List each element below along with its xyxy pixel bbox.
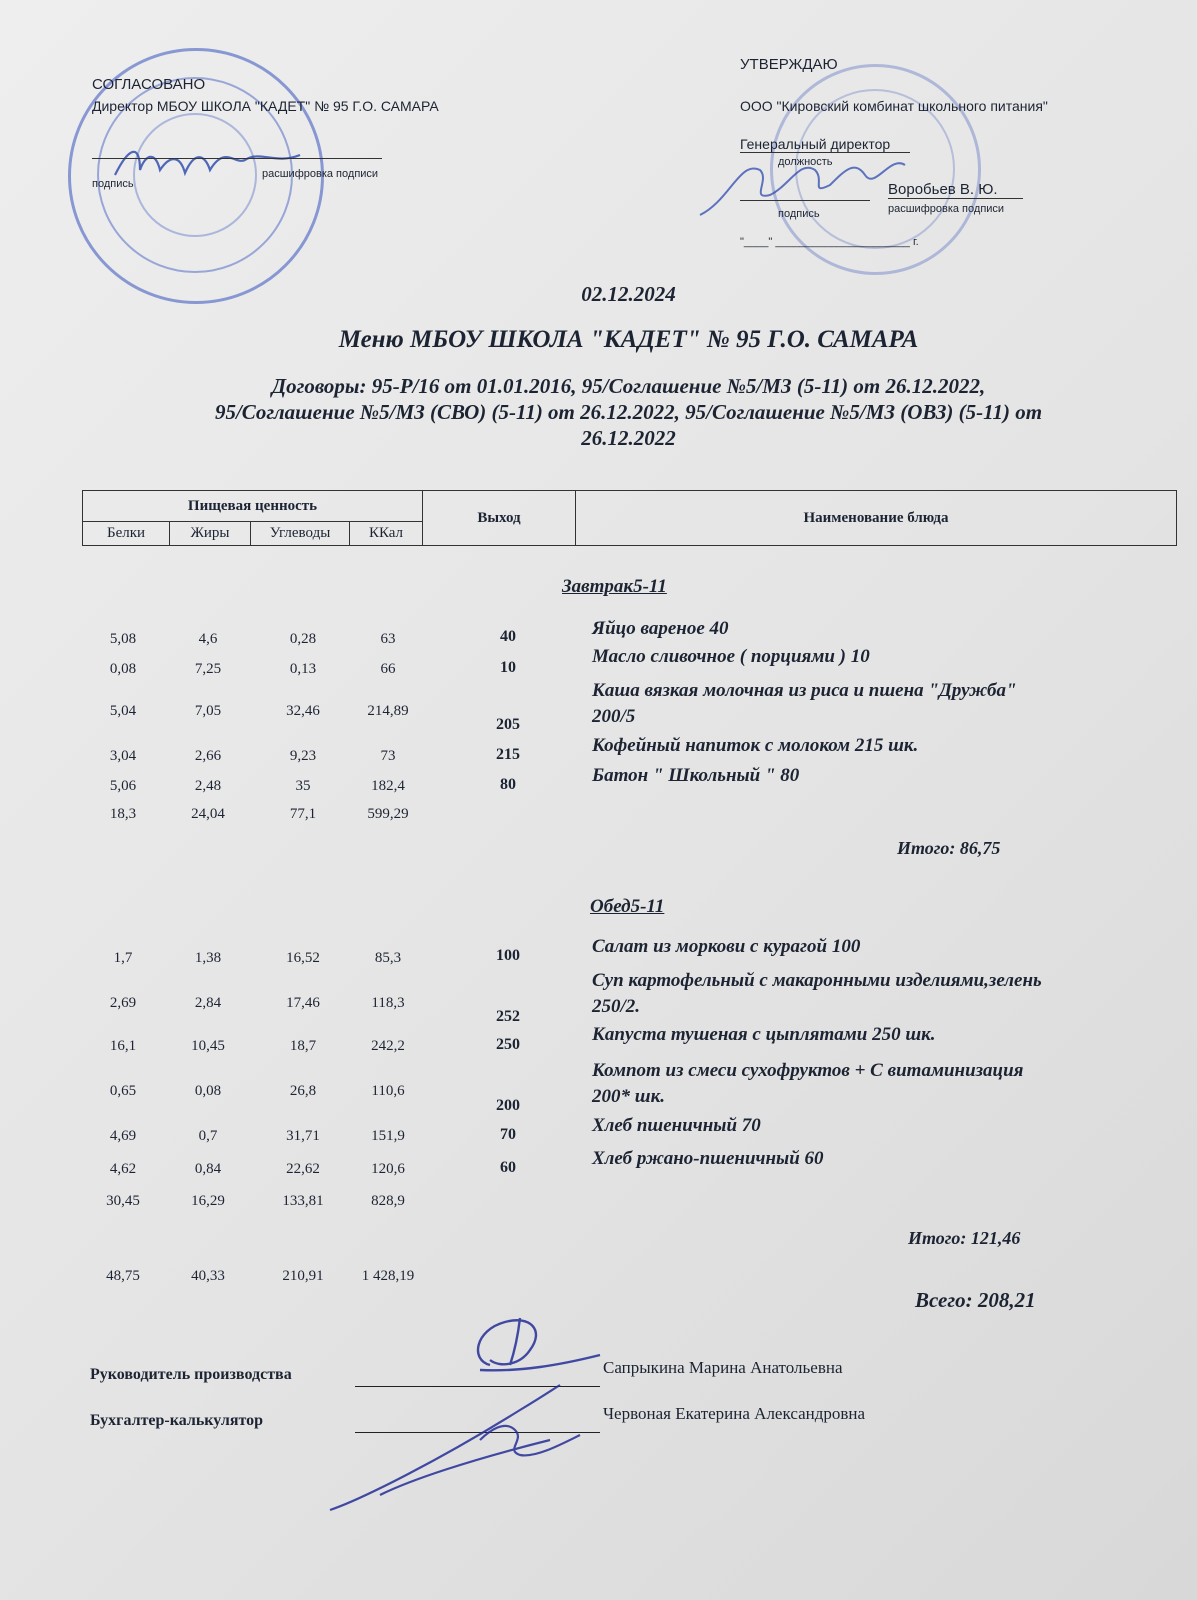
breakfast-output: 10 [500, 659, 516, 676]
breakfast-fat: 4,6 [198, 631, 218, 647]
header-protein: Белки [83, 522, 170, 546]
lunch-dish-name-line1: Суп картофельный с макаронными изделиями,зелень [592, 970, 1042, 991]
breakfast-sum-kcal: 599,29 [367, 806, 409, 822]
footer-role-production: Руководитель производства [90, 1366, 292, 1383]
breakfast-fat: 2,48 [194, 778, 222, 794]
breakfast-output: 215 [496, 746, 520, 763]
breakfast-sum-fat: 24,04 [191, 806, 225, 822]
breakfast-fat: 2,66 [194, 748, 222, 764]
approval-right-date-line: "____" ______________________ г. [740, 236, 919, 248]
breakfast-fat: 7,05 [194, 703, 222, 719]
lunch-protein: 4,62 [109, 1161, 137, 1177]
breakfast-dish-name [592, 644, 1152, 670]
lunch-fat: 2,84 [194, 995, 222, 1011]
header-carbs: Углеводы [251, 522, 350, 546]
breakfast-dish-name-line1: Масло сливочное ( порциями ) 10 [592, 646, 870, 667]
lunch-output: 252 [496, 1008, 520, 1025]
breakfast-carbs: 0,13 [289, 661, 317, 677]
contracts-line-1: Договоры: 95-Р/16 от 01.01.2016, 95/Соглашение №5/МЗ (5-11) от 26.12.2022, [271, 374, 986, 398]
breakfast-protein: 0,08 [109, 661, 137, 677]
breakfast-dish-name-line1: Каша вязкая молочная из риса и пшена "Дружба" [592, 680, 1017, 701]
lunch-fat: 0,7 [198, 1128, 218, 1144]
lunch-carbs: 26,8 [289, 1083, 317, 1099]
breakfast-carbs: 35 [295, 778, 311, 794]
approval-right-position-label: должность [778, 156, 833, 168]
lunch-kcal: 110,6 [371, 1083, 405, 1099]
breakfast-output: 80 [500, 776, 516, 793]
lunch-dish-name-line1: Хлеб пшеничный 70 [592, 1115, 761, 1136]
breakfast-sum-carbs: 77,1 [289, 806, 317, 822]
lunch-carbs: 17,46 [286, 995, 320, 1011]
approval-left-decode-label: расшифровка подписи [262, 168, 379, 180]
breakfast-dish-name [592, 616, 1152, 642]
lunch-sum-kcal: 828,9 [371, 1193, 405, 1209]
lunch-kcal: 120,6 [371, 1161, 405, 1177]
breakfast-protein: 5,04 [109, 703, 137, 719]
lunch-total: Итого: 121,46 [908, 1228, 1021, 1248]
lunch-kcal: 118,3 [371, 995, 405, 1011]
lunch-dish-name-line2: 250/2. [592, 996, 641, 1017]
breakfast-fat: 7,25 [194, 661, 222, 677]
production-head-signature [460, 1310, 620, 1385]
lunch-kcal: 151,9 [371, 1128, 405, 1144]
header-output: Выход [423, 491, 576, 546]
director-signature [110, 135, 310, 195]
lunch-fat: 1,38 [194, 950, 222, 966]
breakfast-kcal: 63 [380, 631, 396, 647]
breakfast-dish-name [592, 733, 1152, 759]
breakfast-protein: 5,08 [109, 631, 137, 647]
lunch-sum-carbs: 133,81 [282, 1193, 324, 1209]
lunch-dish-name [592, 934, 1152, 960]
lunch-kcal: 85,3 [374, 950, 402, 966]
breakfast-output: 40 [500, 628, 516, 645]
lunch-output: 60 [500, 1159, 516, 1176]
breakfast-carbs: 32,46 [286, 703, 320, 719]
lunch-carbs: 22,62 [286, 1161, 320, 1177]
approval-right-heading: УТВЕРЖДАЮ [740, 56, 838, 73]
lunch-protein: 2,69 [109, 995, 137, 1011]
header-nutrition: Пищевая ценность [83, 491, 423, 522]
breakfast-kcal: 214,89 [367, 703, 409, 719]
breakfast-kcal: 73 [380, 748, 396, 764]
lunch-dish-name [592, 1058, 1152, 1110]
breakfast-dish-name-line1: Кофейный напиток с молоком 215 шк. [592, 735, 919, 756]
menu-table-header [82, 490, 1177, 546]
lunch-dish-name-line1: Компот из смеси сухофруктов + С витаминизация [592, 1060, 1024, 1081]
lunch-protein: 16,1 [109, 1038, 137, 1054]
lunch-dish-name-line1: Салат из моркови с курагой 100 [592, 936, 861, 957]
breakfast-total: Итого: 86,75 [897, 838, 1001, 858]
approval-right-signer: Воробьев В. Ю. [888, 181, 1023, 199]
approval-left-heading: СОГЛАСОВАНО [92, 76, 206, 93]
lunch-dish-name [592, 1022, 1152, 1048]
breakfast-dish-name-line1: Яйцо вареное 40 [592, 618, 729, 639]
lunch-carbs: 31,71 [286, 1128, 320, 1144]
footer-name-production: Сапрыкина Марина Анатольевна [603, 1358, 843, 1377]
lunch-protein: 1,7 [113, 950, 133, 966]
header-kcal: ККал [350, 522, 423, 546]
lunch-protein: 4,69 [109, 1128, 137, 1144]
breakfast-output: 205 [496, 716, 520, 733]
approval-right-sign-label: подпись [778, 208, 820, 220]
lunch-sum-protein: 30,45 [106, 1193, 140, 1209]
grand-sum-carbs: 210,91 [282, 1268, 324, 1284]
approval-right-sign-line [740, 200, 870, 201]
grand-sum-kcal: 1 428,19 [361, 1268, 415, 1284]
lunch-dish-name-line1: Хлеб ржано-пшеничный 60 [592, 1148, 824, 1169]
lunch-dish-name-line2: 200* шк. [592, 1086, 665, 1107]
lunch-dish-name-line1: Капуста тушеная с цыплятами 250 шк. [592, 1024, 936, 1045]
breakfast-kcal: 66 [380, 661, 396, 677]
breakfast-dish-name [592, 678, 1152, 730]
approval-left-sign-line [92, 158, 382, 159]
breakfast-dish-name [592, 763, 1152, 789]
contracts-line-3: 26.12.2022 [581, 426, 676, 450]
lunch-output: 70 [500, 1126, 516, 1143]
approval-left-sign-label: подпись [92, 178, 134, 190]
grand-sum-protein: 48,75 [106, 1268, 140, 1284]
section-lunch-title: Обед5-11 [590, 896, 665, 917]
breakfast-protein: 5,06 [109, 778, 137, 794]
contracts-block [30, 373, 1197, 451]
breakfast-carbs: 9,23 [289, 748, 317, 764]
header-fat: Жиры [170, 522, 251, 546]
menu-date: 02.12.2024 [581, 282, 676, 306]
lunch-fat: 10,45 [191, 1038, 225, 1054]
lunch-output: 250 [496, 1036, 520, 1053]
lunch-sum-fat: 16,29 [191, 1193, 225, 1209]
lunch-carbs: 16,52 [286, 950, 320, 966]
contracts-line-2: 95/Соглашение №5/МЗ (СВО) (5-11) от 26.12.2022, 95/Соглашение №5/МЗ (ОВЗ) (5-11) от [214, 400, 1043, 424]
lunch-dish-name [592, 1113, 1152, 1139]
lunch-dish-name [592, 1146, 1152, 1172]
approval-right-decode-label: расшифровка подписи [888, 203, 1005, 215]
breakfast-dish-name-line1: Батон " Школьный " 80 [592, 765, 800, 786]
section-breakfast-title: Завтрак5-11 [562, 576, 667, 597]
breakfast-protein: 3,04 [109, 748, 137, 764]
breakfast-sum-protein: 18,3 [109, 806, 137, 822]
lunch-output: 200 [496, 1097, 520, 1114]
grand-total: Всего: 208,21 [915, 1288, 1036, 1312]
footer-name-accountant: Червоная Екатерина Александровна [603, 1404, 866, 1423]
approval-right-position: Генеральный директор [740, 136, 910, 153]
approval-right-org: ООО "Кировский комбинат школьного питания" [740, 98, 1048, 114]
lunch-fat: 0,84 [194, 1161, 222, 1177]
lunch-fat: 0,08 [194, 1083, 222, 1099]
lunch-carbs: 18,7 [289, 1038, 317, 1054]
page-title: Меню МБОУ ШКОЛА "КАДЕТ" № 95 Г.О. САМАРА [338, 326, 919, 353]
lunch-kcal: 242,2 [371, 1038, 405, 1054]
lunch-output: 100 [496, 947, 520, 964]
approval-left-role: Директор МБОУ ШКОЛА "КАДЕТ" № 95 Г.О. САМАРА [92, 98, 439, 114]
grand-sum-fat: 40,33 [191, 1268, 225, 1284]
accountant-signature [320, 1380, 620, 1520]
header-dish: Наименование блюда [576, 491, 1177, 546]
breakfast-carbs: 0,28 [289, 631, 317, 647]
lunch-protein: 0,65 [109, 1083, 137, 1099]
breakfast-dish-name-line2: 200/5 [592, 706, 636, 727]
breakfast-kcal: 182,4 [371, 778, 405, 794]
footer-role-accountant: Бухгалтер-калькулятор [90, 1412, 264, 1429]
lunch-dish-name [592, 968, 1152, 1020]
